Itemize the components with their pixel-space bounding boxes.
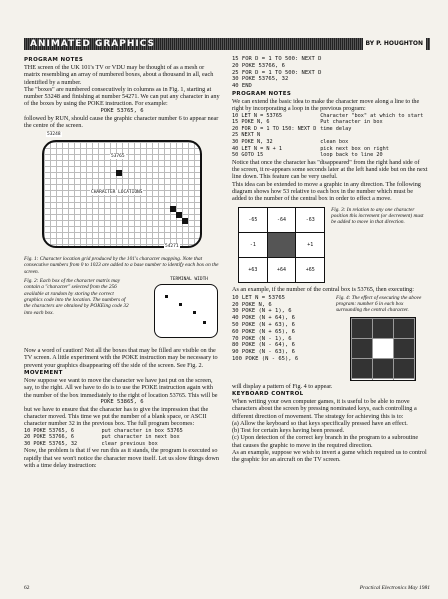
paragraph: This idea can be extended to move a graphic in any direction. The following diagram shows how 53 relative to each box in the number which must be added to the number of the central box in order to effect a move.: [232, 180, 421, 203]
code-line: 90 POKE (N - 63), 6: [232, 349, 295, 356]
code-comment: Put character in box: [320, 119, 383, 126]
code-line: 20 FOR D = 1 TO 150: NEXT D: [232, 125, 317, 132]
fig4-figure: [336, 295, 428, 381]
paragraph: When writing your own computer games, it is useful to be able to move characters about the screen by pressing nominated keys, each controlling a different direction of movement. The strategy for achieving this is to:: [232, 398, 417, 420]
grid-cell-center: [267, 232, 296, 257]
code-line: 50 GOTO 15: [232, 152, 264, 159]
list-item: (c) Upon detection of the correct key branch in the program to a subroutine that causes the graphic to move in the required direction.: [232, 434, 419, 449]
code-line: 10 LET N = 53765: [232, 294, 285, 301]
section-heading: PROGRAM NOTES: [232, 90, 292, 97]
paragraph: Now a word of caution! Not all the boxes that may be filled are visible on the TV screen. A little experiment with the POKE instruction may be necessary to prevent your graphics disappearing off the side of the screen. See Fig. 2.: [24, 347, 218, 369]
section-heading: KEYBOARD CONTROL: [232, 391, 304, 397]
right-column: [232, 56, 428, 464]
grid-cell: -63: [296, 207, 325, 232]
fig1-label-poke: 53765: [111, 154, 125, 160]
paragraph: will display a pattern of Fig. 4 to appear.: [232, 382, 333, 390]
code-line: 60 POKE (N + 65), 6: [232, 328, 295, 335]
code-line: 40 POKE (N + 64), 6: [232, 315, 295, 322]
list-item: (b) Test for certain keys having been pressed.: [232, 427, 345, 435]
code-line: 30 POKE N, 32: [232, 138, 273, 145]
paragraph: We can extend the basic idea to make the character move along a line to the right by incorporating a loop in the previous program:: [232, 97, 420, 113]
paragraph: As an example, if the number of the central box is 53765, then executing:: [232, 285, 414, 293]
fig1-label-end: 54271: [165, 244, 179, 250]
fig1-caption: Fig. 1: Character location grid produced by the 101's character mapping. Note that consecutive numbers from 0 to 1023 are added to a base number to identify each box on the screen.: [24, 256, 219, 275]
code-line: 10 LET N = 53765: [232, 112, 282, 119]
fig4-caption: Fig. 4: The effect of executing the above program: number 6 in each box surrounding the central character.: [336, 294, 422, 314]
code-line: 20 POKE 53766, 6: [232, 62, 285, 69]
code-line: 25 NEXT N: [232, 132, 261, 139]
fig4-filled-cell: [373, 319, 393, 338]
fig4-filled-cell: [394, 339, 414, 358]
article-header-band: [24, 38, 430, 50]
fig2-label: TERMINAL WIDTH: [170, 277, 208, 283]
fig3-offset-grid: [238, 207, 325, 283]
fig3-caption: Fig. 3: In relation to any one character position this increment (or decrement) must be added to move in that direction.: [331, 206, 424, 226]
code-comment: clear previous box: [101, 440, 158, 447]
code-comment: [320, 132, 428, 139]
program-listing: [232, 56, 428, 90]
page-number: 62: [24, 585, 30, 591]
code-comment: put character in box 53765: [101, 427, 183, 434]
program-listing: [232, 295, 298, 381]
grid-cell: -65: [239, 207, 268, 232]
fig4-filled-cell: [394, 319, 414, 338]
paragraph: followed by RUN, should cause the graphic character number 6 to appear near the centre of the screen.: [24, 114, 219, 129]
code-comment: loop back to line 20: [320, 152, 383, 159]
code-line: 25 FOR D = 1 TO 500: NEXT D: [232, 69, 322, 76]
fig4-block: [232, 295, 428, 381]
code-line: 40 END: [232, 83, 252, 90]
fig2-dot: [165, 295, 168, 298]
code-line: 30 POKE (N + 1), 6: [232, 308, 292, 315]
grid-cell: +65: [296, 257, 325, 282]
fig2-block: [24, 278, 220, 344]
section-heading: MOVEMENT: [24, 369, 63, 376]
code-line: 50 POKE (N + 63), 6: [232, 322, 295, 328]
program-listing: [24, 428, 220, 448]
code-comment: pick next box on right: [320, 145, 389, 152]
paragraph: Notice that once the character has "disappeared" from the right hand side of the screen, it re-appears some seconds later at the left hand side but on the next line down. This feature can be very useful.: [232, 158, 428, 181]
fig4-pattern-grid: [350, 317, 416, 381]
fig1-marker: [182, 218, 188, 224]
code-line: 20 POKE 53766, 6: [24, 434, 74, 441]
code-line: 20 POKE N, 6: [232, 301, 272, 308]
fig3-block: [232, 207, 428, 283]
fig2-dot: [193, 311, 196, 314]
code-comment: clean box: [320, 138, 349, 145]
fig4-filled-cell: [394, 359, 414, 378]
grid-cell: -64: [267, 207, 296, 232]
grid-cell: +1: [296, 232, 325, 257]
fig1-marker: [116, 170, 122, 176]
grid-cell: +64: [267, 257, 296, 282]
paragraph: THE screen of the UK 101's TV or VDU may be thought of as a mesh or matrix resembling an array of numbered boxes, about a thousand in all, each identified by a number.: [24, 64, 214, 86]
paragraph: Now suppose we want to move the character we have just put on the screen, say, to the right. All we have to do is to use the POKE instruction again with the number of the box immediately to the right of location 53765. This will be: [24, 376, 218, 399]
grid-cell: +63: [239, 257, 268, 282]
paragraph: Now, the problem is that if we run this as it stands, the program is executed so rapidly that we won't notice the character move itself. Let us slow things down with a time delay instruction:: [24, 447, 219, 469]
left-column: [24, 56, 220, 469]
code-line: 30 POKE 53765, 32: [24, 440, 78, 447]
paragraph: The "boxes" are numbered consecutively in columns as in Fig. 1, starting at number 53248 and finishing at number 54271. We can put any character in any of the boxes by using the POKE instruction. For example:: [24, 85, 220, 108]
code-line: POKE 53865, 6: [100, 398, 144, 405]
fig1-label-title: CHARACTER LOCATIONS: [91, 190, 143, 196]
fig4-filled-cell: [352, 359, 372, 378]
code-line: 40 LET N = N + 1: [232, 145, 282, 152]
code-line: 30 POKE 53765, 32: [232, 76, 289, 83]
fig1-tv-illustration: [24, 132, 220, 254]
code-line: 15 FOR D = 1 TO 500: NEXT D: [232, 56, 322, 62]
code-line: 100 POKE (N - 65), 6: [232, 355, 299, 362]
code-line: 80 POKE (N - 64), 6: [232, 342, 295, 349]
fig2-tv-illustration: [154, 284, 218, 338]
magazine-footer: Practical Electronics May 1981: [359, 585, 430, 591]
code-comment: Character "box" at which to start: [320, 112, 424, 119]
code-line: 70 POKE (N - 1), 6: [232, 335, 292, 342]
section-heading: PROGRAM NOTES: [24, 57, 84, 63]
code-comment: time delay: [320, 125, 352, 132]
fig2-caption: Fig. 2: Each box of the character matrix may contain a "character" selected from the 256 available at random by storing the correct graphics code into the location. The numbers of the characters are obtained by POKEing code 32 into each box.: [24, 278, 129, 316]
fig1-label-start: 53248: [47, 132, 61, 138]
code-line: POKE 53765, 6: [100, 107, 144, 114]
author-byline: BY P. HOUGHTON: [363, 38, 427, 50]
fig4-filled-cell: [352, 339, 372, 358]
code-line: 10 POKE 53765, 6: [24, 427, 74, 434]
code-line: 15 POKE N, 6: [232, 119, 270, 126]
program-listing: [232, 113, 428, 159]
article-title: ANIMATED GRAPHICS: [30, 39, 155, 49]
paragraph: but we have to ensure that the character has to give the impression that the character moved. This time we put the number of a blank space, or ASCII character number 32 in the previous box. The full program becomes:: [24, 405, 209, 428]
list-item: (a) Allow the keyboard so that keys specifically pressed have an effect.: [232, 419, 408, 427]
fig4-filled-cell: [352, 319, 372, 338]
code-comment: put character in next box: [101, 434, 180, 441]
fig4-filled-cell: [373, 359, 393, 378]
paragraph: As an example, suppose we wish to invert a game which required us to control the graphic for an aircraft on the TV screen.: [232, 449, 427, 464]
fig2-dot: [179, 303, 182, 306]
grid-cell: -1: [239, 232, 268, 257]
fig2-dot: [203, 321, 206, 324]
